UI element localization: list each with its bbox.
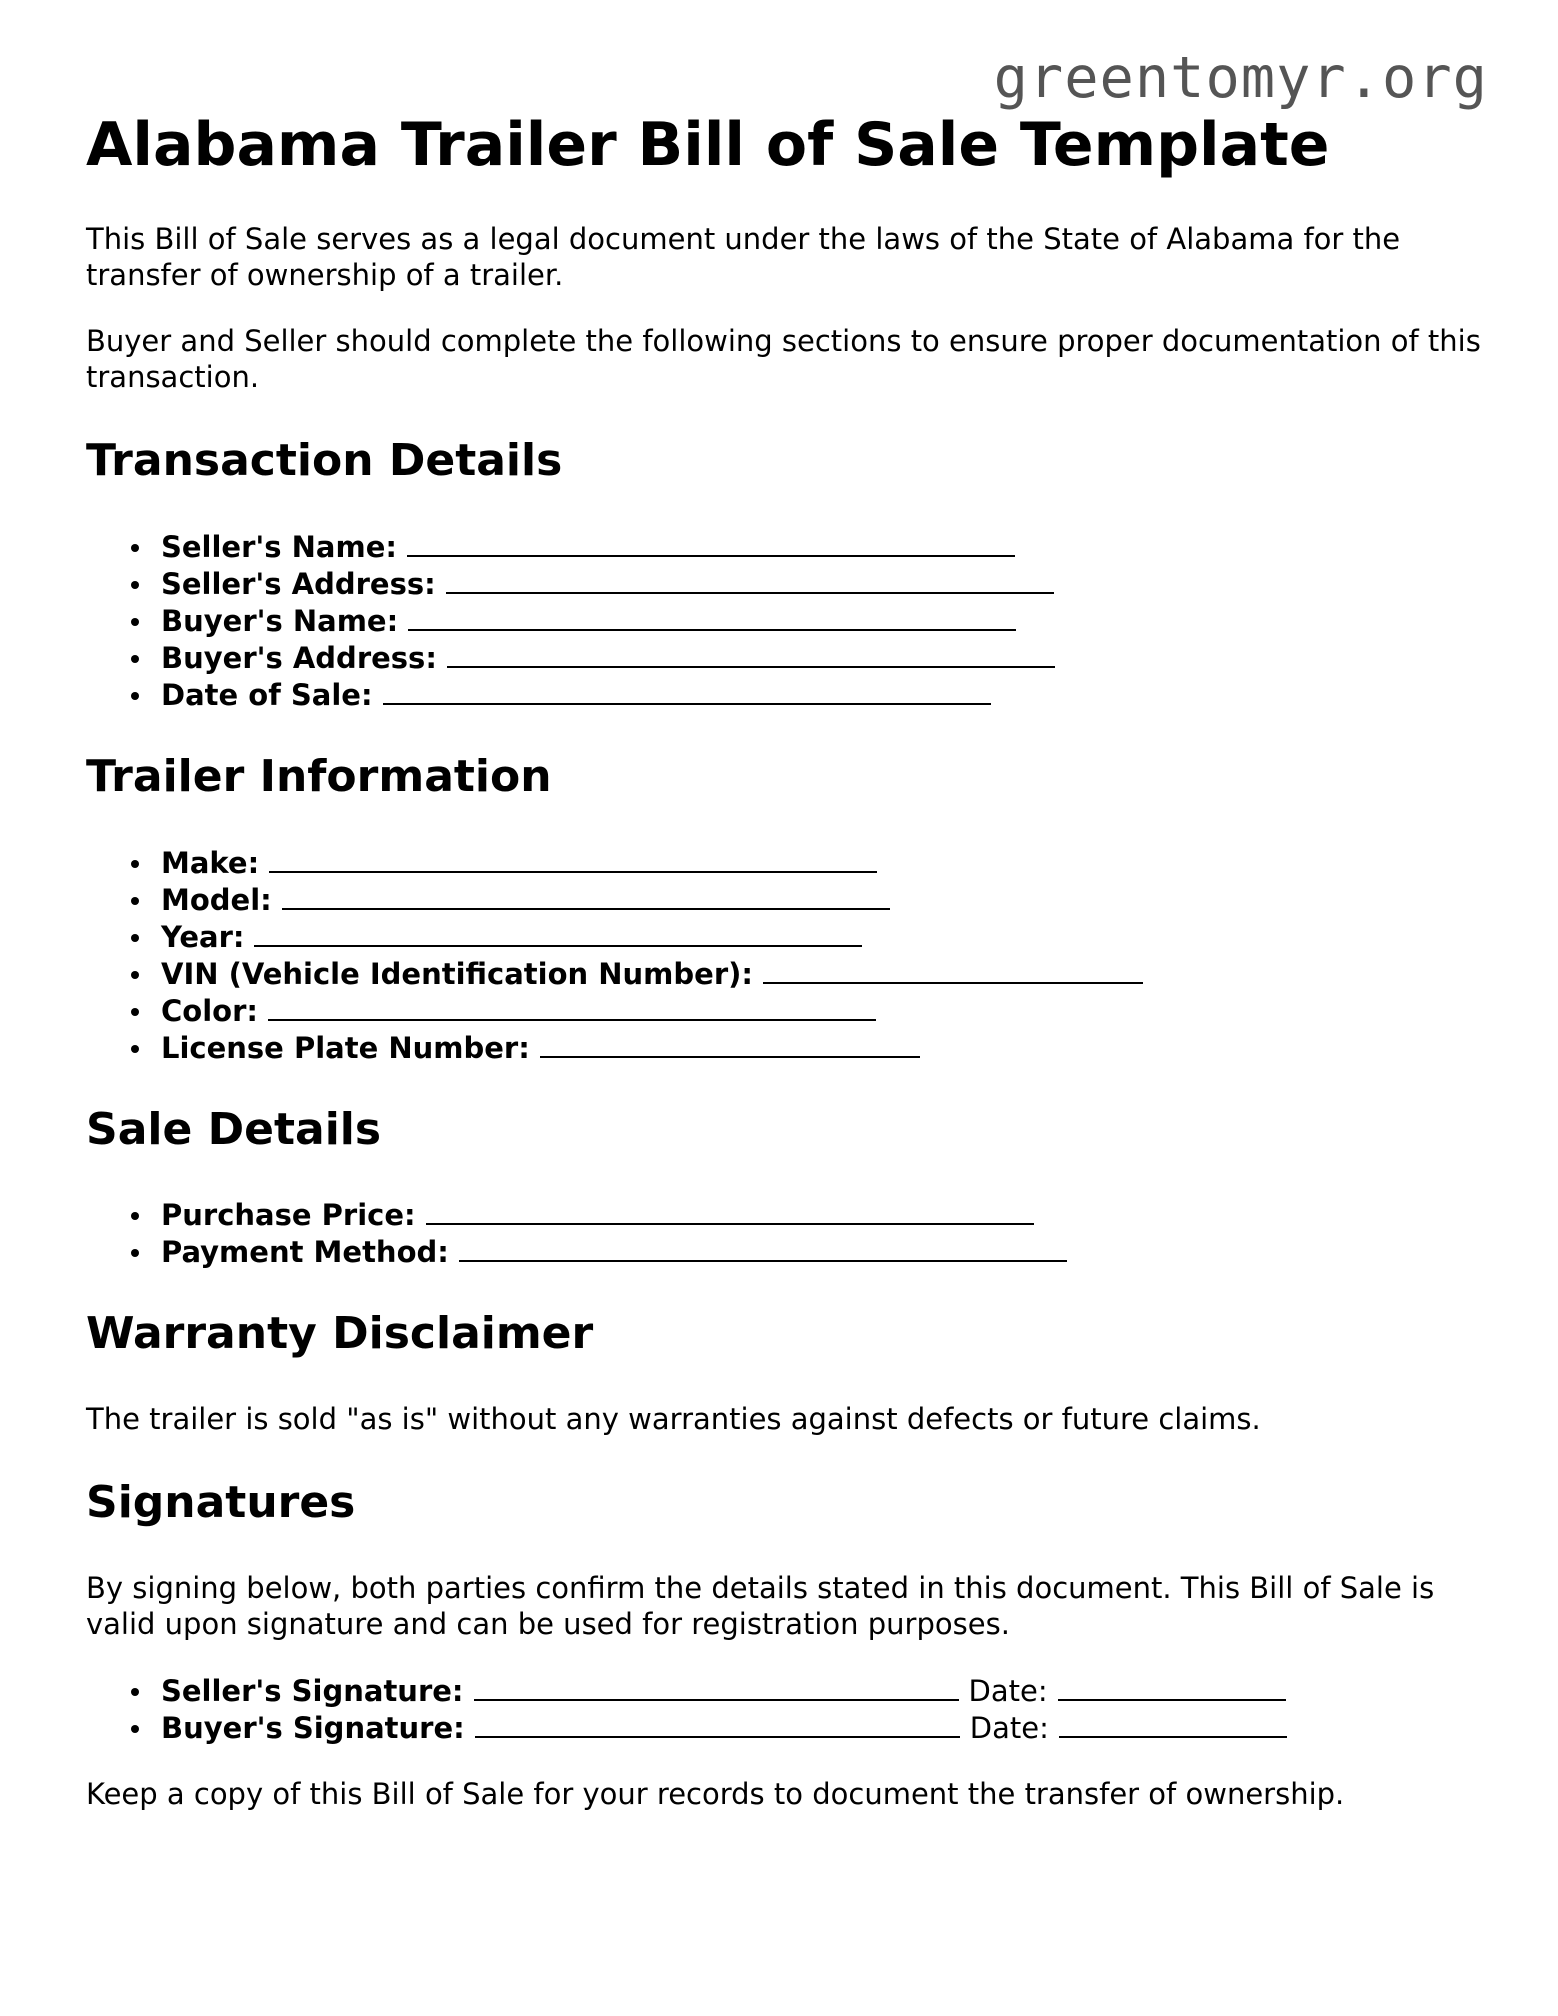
warranty-text: The trailer is sold "as is" without any warranties against defects or future claims. bbox=[86, 1402, 1261, 1437]
field-label: Buyer's Signature: bbox=[161, 1710, 465, 1745]
document-page bbox=[86, 112, 1486, 1842]
vin-field bbox=[161, 955, 1486, 992]
date-label: Date: bbox=[969, 1710, 1049, 1745]
field-label: Date of Sale: bbox=[161, 677, 373, 712]
buyer-address-field bbox=[161, 639, 1486, 676]
model-line[interactable] bbox=[282, 881, 890, 910]
field-label: Seller's Signature: bbox=[161, 1673, 464, 1708]
seller-name-field bbox=[161, 528, 1486, 565]
field-label: Payment Method: bbox=[161, 1235, 449, 1270]
buyer-signature-line[interactable] bbox=[475, 1709, 960, 1738]
seller-address-field bbox=[161, 565, 1486, 602]
trailer-heading: Trailer Information bbox=[86, 750, 552, 802]
year-line[interactable] bbox=[254, 918, 862, 947]
make-field bbox=[161, 844, 1486, 881]
intro-paragraph-2: Buyer and Seller should complete the following sections to ensure proper documentation of this transaction. bbox=[86, 324, 1481, 394]
seller-name-line[interactable] bbox=[407, 528, 1015, 557]
seller-date-line[interactable] bbox=[1058, 1672, 1286, 1701]
date-of-sale-field bbox=[161, 676, 1486, 713]
purchase-price-field bbox=[161, 1196, 1486, 1233]
license-plate-line[interactable] bbox=[540, 1029, 920, 1058]
transaction-fields bbox=[86, 528, 1486, 713]
date-label: Date: bbox=[968, 1673, 1048, 1708]
field-label: Buyer's Address: bbox=[161, 640, 437, 675]
buyer-address-line[interactable] bbox=[447, 639, 1055, 668]
field-label: Seller's Name: bbox=[161, 529, 397, 564]
trailer-fields bbox=[86, 844, 1486, 1066]
signature-fields bbox=[86, 1672, 1486, 1746]
buyer-signature-field bbox=[161, 1709, 1486, 1746]
watermark: greentomyr.org bbox=[993, 45, 1488, 111]
license-plate-field bbox=[161, 1029, 1486, 1066]
field-label: Make: bbox=[161, 845, 260, 880]
payment-method-line[interactable] bbox=[459, 1233, 1067, 1262]
warranty-heading: Warranty Disclaimer bbox=[86, 1308, 594, 1360]
field-label: Purchase Price: bbox=[161, 1198, 416, 1233]
field-label: Color: bbox=[161, 993, 258, 1028]
field-label: Seller's Address: bbox=[161, 566, 436, 601]
vin-line[interactable] bbox=[763, 955, 1143, 984]
buyer-date-line[interactable] bbox=[1059, 1709, 1287, 1738]
transaction-heading: Transaction Details bbox=[86, 435, 563, 486]
intro-paragraph-1: This Bill of Sale serves as a legal document under the laws of the State of Alabama for the transfer of ownership of a trailer. bbox=[86, 222, 1401, 292]
purchase-price-line[interactable] bbox=[426, 1196, 1034, 1225]
seller-address-line[interactable] bbox=[446, 565, 1054, 594]
sale-fields bbox=[86, 1196, 1486, 1270]
color-field bbox=[161, 992, 1486, 1029]
field-label: License Plate Number: bbox=[161, 1030, 530, 1065]
sale-heading: Sale Details bbox=[86, 1103, 382, 1155]
date-of-sale-line[interactable] bbox=[383, 676, 991, 705]
make-line[interactable] bbox=[269, 844, 877, 873]
field-label: VIN (Vehicle Identification Number): bbox=[161, 956, 753, 991]
signatures-text: By signing below, both parties confirm the details stated in this document. This Bill of Sale is valid upon signature and can be used for registration purposes. bbox=[86, 1570, 1435, 1641]
footer-note: Keep a copy of this Bill of Sale for your records to document the transfer of ownership. bbox=[86, 1776, 1345, 1811]
buyer-name-line[interactable] bbox=[408, 602, 1016, 631]
model-field bbox=[161, 881, 1486, 918]
field-label: Buyer's Name: bbox=[161, 603, 399, 638]
signatures-heading: Signatures bbox=[86, 1477, 356, 1529]
field-label: Model: bbox=[161, 882, 272, 917]
buyer-name-field bbox=[161, 602, 1486, 639]
seller-signature-line[interactable] bbox=[474, 1672, 959, 1701]
seller-signature-field bbox=[161, 1672, 1486, 1709]
year-field bbox=[161, 918, 1486, 955]
field-label: Year: bbox=[161, 919, 245, 954]
page-title: Alabama Trailer Bill of Sale Template bbox=[86, 110, 1330, 180]
payment-method-field bbox=[161, 1233, 1486, 1270]
color-line[interactable] bbox=[268, 992, 876, 1021]
